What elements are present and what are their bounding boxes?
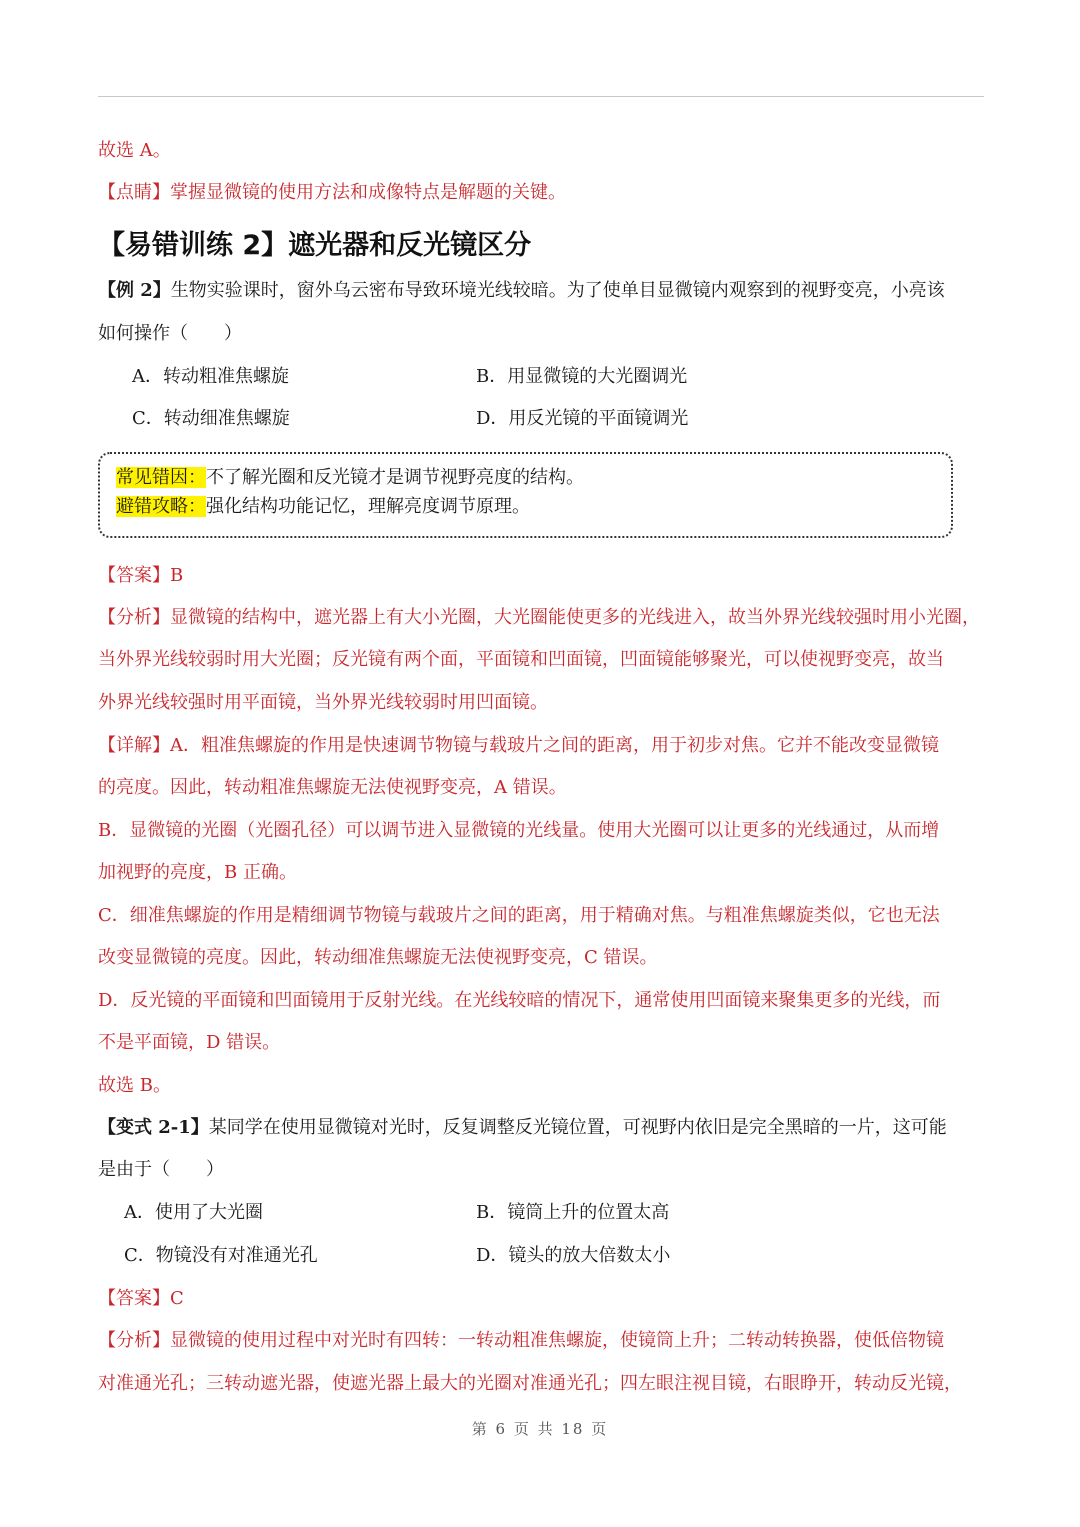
variant21-line2: 是由于（ ）: [98, 1159, 224, 1180]
example2-line2: 如何操作（ ）: [98, 323, 242, 344]
detail1-d-line1: D．反光镜的平面镜和凹面镜用于反射光线。在光线较暗的情况下，通常使用凹面镜来聚集更多的光线，而: [98, 990, 941, 1011]
example2-option-c: C．转动细准焦螺旋: [132, 408, 290, 429]
page-footer: 第 6 页 共 18 页: [471, 1420, 609, 1438]
variant21-option-a: A．使用了大光圈: [124, 1202, 263, 1223]
dianjing-text: 掌握显微镜的使用方法和成像特点是解题的关键。: [170, 182, 566, 203]
analysis1-line3: 外界光线较强时用平面镜，当外界光线较弱时用凹面镜。: [98, 692, 548, 713]
dianjing-tag: 【点睛】: [98, 182, 170, 203]
analysis1-line1: [98, 606, 988, 630]
section-title: 【易错训练 2】遮光器和反光镜区分: [98, 230, 532, 261]
common-error-text: 不了解光圈和反光镜才是调节视野亮度的结构。: [206, 467, 584, 488]
variant21-option-c: C．物镜没有对准通光孔: [124, 1245, 318, 1266]
answer2-tag: 【答案】: [98, 1288, 170, 1309]
example2-option-b: B．用显微镜的大光圈调光: [476, 366, 688, 387]
answer1: [98, 564, 988, 588]
avoid-error-label: 避错攻略：: [116, 496, 206, 517]
variant21-option-d: D．镜头的放大倍数太小: [476, 1245, 671, 1266]
example2-line1: 生物实验课时，窗外乌云密布导致环境光线较暗。为了使单目显微镜内观察到的视野变亮，小亮该: [170, 280, 945, 301]
avoid-error-line: [116, 495, 530, 519]
detail1-c-line2: 改变显微镜的亮度。因此，转动细准焦螺旋无法使视野变亮，C 错误。: [98, 947, 658, 968]
analysis2-line2: 对准通光孔；三转动遮光器，使遮光器上最大的光圈对准通光孔；四左眼注视目镜，右眼睁开，转动反光镜，: [98, 1373, 962, 1394]
detail1-c-line1: C．细准焦螺旋的作用是精细调节物镜与载玻片之间的距离，用于精确对焦。与粗准焦螺旋类似，它也无法: [98, 905, 940, 926]
conclusion-a: 故选 A。: [98, 140, 171, 161]
detail1-a1-text: A．粗准焦螺旋的作用是快速调节物镜与载玻片之间的距离，用于初步对焦。它并不能改变显微镜: [170, 735, 939, 756]
detail1-b-line1: B．显微镜的光圈（光圈孔径）可以调节进入显微镜的光线量。使用大光圈可以让更多的光线通过，从而增: [98, 820, 940, 841]
analysis1-line2: 当外界光线较弱时用大光圈；反光镜有两个面，平面镜和凹面镜，凹面镜能够聚光，可以使视野变亮，故当: [98, 649, 944, 670]
answer1-text: B: [170, 565, 184, 586]
analysis1-line1-text: 显微镜的结构中，遮光器上有大小光圈，大光圈能使更多的光线进入，故当外界光线较强时用小光圈，: [170, 607, 980, 628]
detail1-b-line2: 加视野的亮度，B 正确。: [98, 862, 297, 883]
detail1-d-line2: 不是平面镜，D 错误。: [98, 1032, 281, 1053]
conclusion-b: 故选 B。: [98, 1075, 171, 1096]
common-error-line: [116, 466, 584, 490]
example2-tag: 【例 2】: [98, 280, 171, 301]
analysis2-line1: [98, 1329, 988, 1353]
analysis2-tag: 【分析】: [98, 1330, 170, 1351]
analysis2-line1-text: 显微镜的使用过程中对光时有四转：一转动粗准焦螺旋，使镜筒上升；二转动转换器，使低倍物镜: [170, 1330, 944, 1351]
tips-box: [98, 452, 953, 538]
answer2-text: C: [170, 1288, 184, 1309]
header-rule: [98, 96, 984, 97]
answer1-tag: 【答案】: [98, 565, 170, 586]
dianjing-paragraph: [98, 181, 988, 205]
variant21-option-b: B．镜筒上升的位置太高: [476, 1202, 670, 1223]
avoid-error-text: 强化结构功能记忆，理解亮度调节原理。: [206, 496, 530, 517]
variant21-tag: 【变式 2-1】: [98, 1117, 209, 1138]
common-error-label: 常见错因：: [116, 467, 206, 488]
detail1-a-line1: [98, 734, 988, 758]
answer2: [98, 1287, 988, 1311]
example2-option-a: A．转动粗准焦螺旋: [132, 366, 289, 387]
variant21-line1: 某同学在使用显微镜对光时，反复调整反光镜位置，可视野内依旧是完全黑暗的一片，这可能: [208, 1117, 947, 1138]
example2-stem-line1: [98, 279, 988, 303]
variant21-stem-line1: [98, 1116, 988, 1140]
detail1-a-line2: 的亮度。因此，转动粗准焦螺旋无法使视野变亮，A 错误。: [98, 777, 567, 798]
detail1-tag: 【详解】: [98, 735, 170, 756]
analysis1-tag: 【分析】: [98, 607, 170, 628]
example2-option-d: D．用反光镜的平面镜调光: [476, 408, 689, 429]
